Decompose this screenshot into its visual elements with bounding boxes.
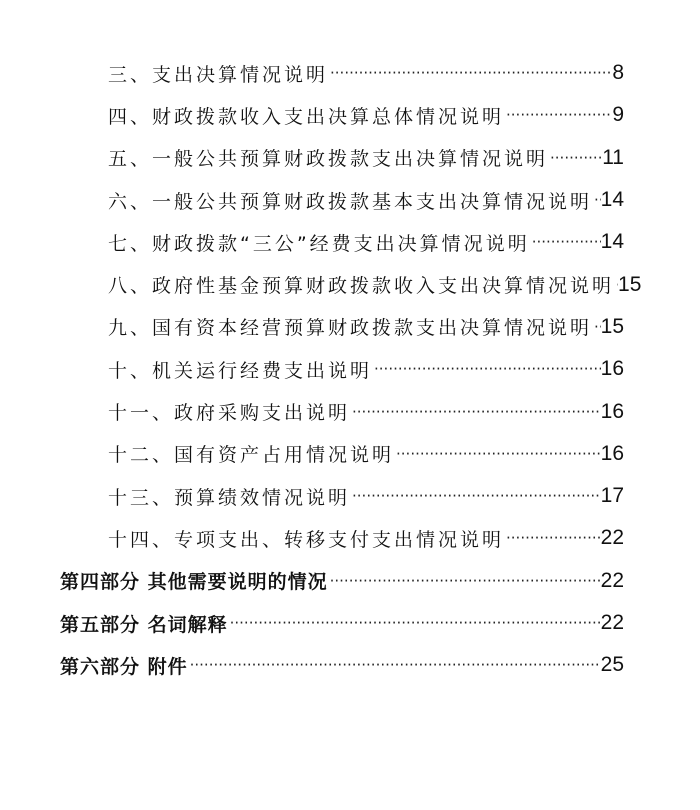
toc-part[interactable]: [0, 560, 700, 602]
toc-page-number: 16: [600, 399, 624, 423]
toc-entry-title: 十二、国有资产占用情况说明: [108, 444, 395, 467]
toc-entry[interactable]: [0, 263, 700, 305]
dot-leader: [394, 445, 601, 463]
dot-leader: [530, 233, 601, 251]
toc-entry[interactable]: [0, 137, 700, 179]
toc-entry[interactable]: [0, 52, 700, 94]
toc-part[interactable]: [0, 602, 700, 644]
toc-entry-title: 九、国有资本经营预算财政拨款支出决算情况说明: [108, 317, 593, 340]
dot-leader: [328, 572, 601, 590]
toc-page-number: 14: [600, 188, 624, 212]
toc-page-number: 8: [612, 61, 624, 85]
toc-page-number: 25: [600, 653, 624, 677]
toc-entry[interactable]: [0, 475, 700, 517]
toc-entry-title: 七、财政拨款“三公”经费支出决算情况说明: [108, 232, 530, 255]
toc-entry[interactable]: [0, 517, 700, 559]
toc-page-number: 14: [600, 230, 624, 254]
dot-leader: [350, 403, 601, 421]
toc-entry[interactable]: [0, 179, 700, 221]
dot-leader: [350, 487, 601, 505]
toc-part[interactable]: [0, 644, 700, 686]
toc-entry-title: 十三、预算绩效情况说明: [108, 486, 351, 509]
toc-part-title: 第四部分 其他需要说明的情况: [60, 571, 328, 594]
toc-entry[interactable]: [0, 433, 700, 475]
toc-page-number: 22: [600, 526, 624, 550]
dot-leader: [592, 191, 601, 209]
toc-page-number: 15: [618, 272, 642, 296]
toc-page-number: 16: [600, 441, 624, 465]
toc-entry-title: 十、机关运行经费支出说明: [108, 359, 373, 382]
toc-entry[interactable]: [0, 306, 700, 348]
toc-page-number: 15: [600, 314, 624, 338]
dot-leader: [548, 149, 602, 167]
dot-leader: [328, 64, 612, 82]
toc-entry-title: 六、一般公共预算财政拨款基本支出决算情况说明: [108, 190, 593, 213]
toc-entry-title: 四、财政拨款收入支出决算总体情况说明: [108, 105, 505, 128]
toc-entry-title: 五、一般公共预算财政拨款支出决算情况说明: [108, 148, 549, 171]
toc-page-number: 22: [600, 568, 624, 592]
toc-page-number: 9: [612, 103, 624, 127]
dot-leader: [504, 106, 612, 124]
toc-entry[interactable]: [0, 390, 700, 432]
toc-entry-title: 十四、专项支出、转移支付支出情况说明: [108, 528, 505, 551]
dot-leader: [188, 656, 601, 674]
toc-page-number: 17: [600, 484, 624, 508]
dot-leader: [228, 614, 601, 632]
toc-part-title: 第六部分 附件: [60, 655, 188, 678]
toc-entry[interactable]: [0, 94, 700, 136]
toc-page-number: 22: [600, 611, 624, 634]
toc-part-title: 第五部分 名词解释: [60, 613, 228, 636]
dot-leader: [592, 318, 601, 336]
table-of-contents: [0, 52, 700, 686]
toc-entry[interactable]: [0, 221, 700, 263]
toc-page-number: 11: [602, 145, 624, 169]
toc-entry-title: 三、支出决算情况说明: [108, 63, 329, 86]
dot-leader: [372, 360, 601, 378]
toc-entry-title: 十一、政府采购支出说明: [108, 402, 351, 425]
toc-page-number: 16: [600, 357, 624, 381]
dot-leader: [504, 529, 601, 547]
toc-entry[interactable]: [0, 348, 700, 390]
toc-entry-title: 八、政府性基金预算财政拨款收入支出决算情况说明: [108, 275, 615, 298]
